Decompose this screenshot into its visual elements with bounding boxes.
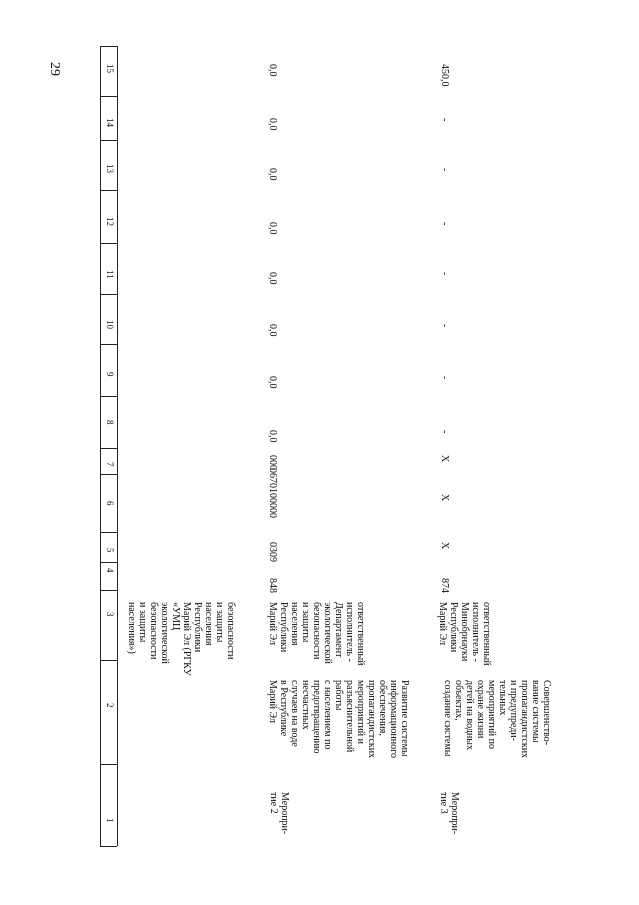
column-separator <box>100 846 117 847</box>
column-separator <box>100 660 117 661</box>
row2-csr: 0670100000 <box>267 468 278 518</box>
column-header-8: 8 <box>105 420 115 425</box>
row3-grbs: 874 <box>439 578 450 593</box>
value-col-9: - <box>439 376 450 380</box>
row3-status: Меропри- тие 3 <box>438 792 460 835</box>
row3-rzpr: X <box>439 542 450 550</box>
value-col-13: 0,0 <box>267 168 278 181</box>
row2-status: Меропри- тие 2 <box>268 792 290 835</box>
column-separator <box>100 190 117 191</box>
row3-executor: ответственный исполнитель - Минобрнауки Республики Марий Эл <box>437 602 492 666</box>
value-col-13: - <box>439 168 450 172</box>
value-col-12: - <box>439 222 450 226</box>
value-col-12: 0,0 <box>267 222 278 235</box>
column-header-14: 14 <box>105 118 115 127</box>
value-col-11: - <box>439 272 450 276</box>
column-header-3: 3 <box>105 612 115 617</box>
column-header-10: 10 <box>105 320 115 329</box>
column-header-11: 11 <box>105 270 115 279</box>
column-header-12: 12 <box>105 217 115 226</box>
value-col-10: 0,0 <box>267 324 278 337</box>
value-col-15: 450,0 <box>439 64 450 87</box>
column-separator <box>100 294 117 295</box>
column-separator <box>100 243 117 244</box>
row3-vr: X <box>439 455 450 463</box>
value-col-10: - <box>439 324 450 328</box>
table-header-divider <box>100 46 101 846</box>
column-header-13: 13 <box>105 164 115 173</box>
row2-name: Развитие системы информационного обеспечения, пропагандистских мероприятий и разъяснительной работы с населением по предотвращению несчастных случаев на воде в Республике Марий Эл <box>267 680 410 759</box>
column-separator <box>100 590 117 591</box>
column-separator <box>100 448 117 449</box>
column-separator <box>100 562 117 563</box>
column-header-6: 6 <box>105 501 115 506</box>
column-separator <box>100 140 117 141</box>
column-header-1: 1 <box>105 818 115 823</box>
column-header-5: 5 <box>105 548 115 553</box>
page-number: 29 <box>47 62 62 76</box>
column-separator <box>100 396 117 397</box>
column-header-7: 7 <box>105 462 115 467</box>
column-header-4: 4 <box>105 568 115 573</box>
column-separator <box>100 344 117 345</box>
row2-executor: ответственный исполнитель - Департамент экологической безопасности и защиты населения Республики Марий Эл <box>267 602 366 666</box>
value-col-15: 0,0 <box>267 64 278 77</box>
column-header-15: 15 <box>105 64 115 73</box>
column-separator <box>100 764 117 765</box>
continuation-executor: безопасности и защиты населения Республики Марий Эл (РГКУ «УМЦ экологической безопасности и защиты населения») <box>126 602 236 676</box>
column-separator <box>100 474 117 475</box>
row2-vr: 000 <box>267 455 278 470</box>
value-col-11: 0,0 <box>267 272 278 285</box>
column-separator <box>100 96 117 97</box>
column-header-2: 2 <box>105 703 115 708</box>
row2-rzpr: 0309 <box>267 542 278 562</box>
value-col-8: 0,0 <box>267 430 278 443</box>
value-col-14: 0,0 <box>267 118 278 131</box>
table-left-border <box>117 46 118 846</box>
value-col-9: 0,0 <box>267 376 278 389</box>
column-separator <box>100 532 117 533</box>
value-col-8: - <box>439 430 450 434</box>
row3-csr: X <box>439 494 450 502</box>
row2-grbs: 848 <box>267 578 278 593</box>
value-col-14: - <box>439 118 450 122</box>
column-separator <box>100 46 117 47</box>
column-header-9: 9 <box>105 372 115 377</box>
row3-name: Совершенство- вание системы пропагандистских и предупреди- тельных мероприятий по охране жизни детей на водных объектах, создание системы <box>442 680 552 759</box>
